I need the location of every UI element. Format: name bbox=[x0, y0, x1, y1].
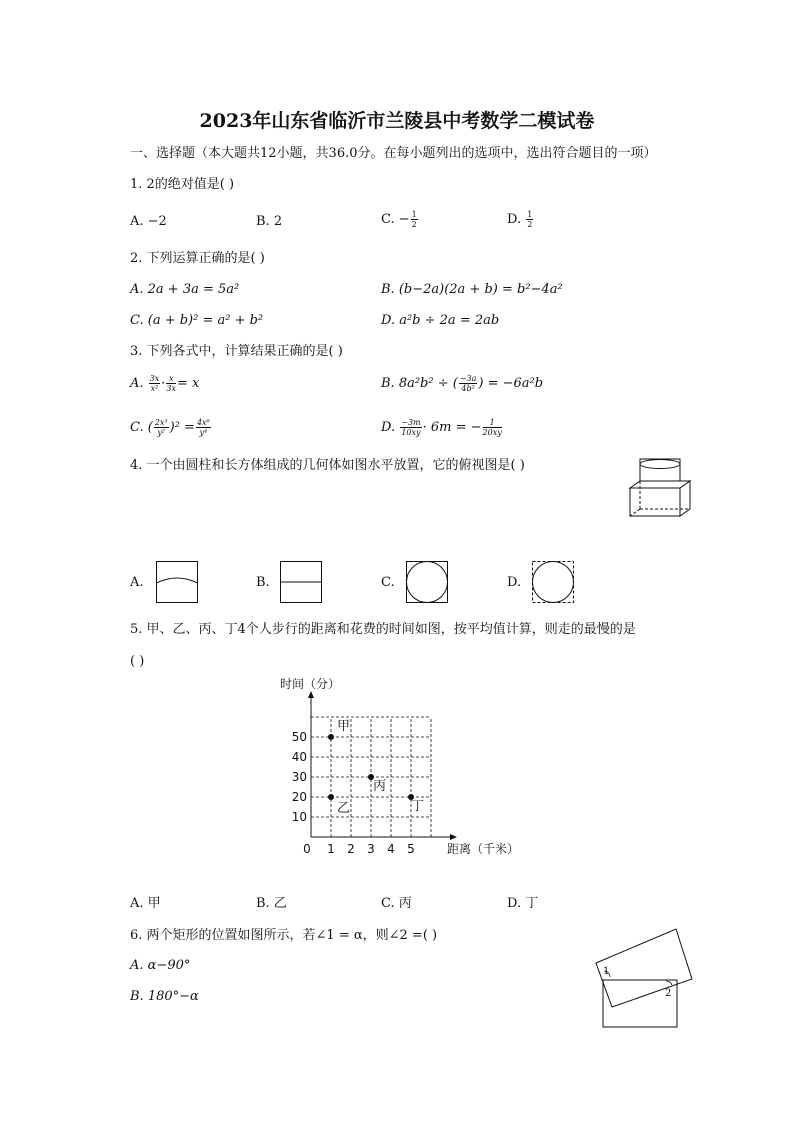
x-tick-label: 2 bbox=[347, 842, 355, 856]
y-tick-label: 30 bbox=[291, 770, 307, 784]
data-point bbox=[328, 794, 334, 800]
q6-option-b[interactable]: B. 180°−α bbox=[130, 989, 199, 1004]
q1-option-c[interactable]: C. − $\frac{1}{2}$ bbox=[381, 210, 417, 229]
q4-option-c-label[interactable]: C. bbox=[381, 575, 395, 590]
q5-stem: 5. 甲、乙、丙、丁4个人步行的距离和花费的时间如图，按平均值计算，则走的最慢的是 bbox=[130, 622, 636, 637]
q6-rectangles-figure bbox=[592, 925, 702, 1030]
q2-option-b[interactable]: B. (b−2a)(2a + b) = b²−4a² bbox=[381, 282, 563, 297]
point-label: 甲 bbox=[337, 719, 351, 734]
q4-option-b-label[interactable]: B. bbox=[256, 575, 270, 590]
angle-2-label: 2 bbox=[665, 988, 672, 999]
q4-option-d-figure[interactable] bbox=[532, 561, 574, 603]
y-tick-label: 10 bbox=[291, 810, 307, 824]
q4-option-b-figure[interactable] bbox=[280, 561, 322, 603]
q1-stem: 1. 2的绝对值是( ) bbox=[130, 177, 235, 192]
point-label: 丁 bbox=[411, 799, 425, 814]
angle-1-label: 1 bbox=[603, 966, 610, 977]
q1-option-d[interactable]: D. $\frac{1}{2}$ bbox=[507, 210, 533, 229]
q5-option-a[interactable]: A. 甲 bbox=[130, 896, 161, 911]
x-axis-label: 距离（千米） bbox=[447, 842, 520, 856]
q4-option-c-figure[interactable] bbox=[406, 561, 448, 603]
q2-option-d[interactable]: D. a²b ÷ 2a = 2ab bbox=[381, 313, 500, 328]
q6-option-a[interactable]: A. α−90° bbox=[130, 958, 191, 973]
x-tick-label: 3 bbox=[367, 842, 375, 856]
x-tick-label: 1 bbox=[327, 842, 335, 856]
q6-stem: 6. 两个矩形的位置如图所示，若∠1 = α，则∠2 =( ) bbox=[130, 928, 438, 943]
q5-scatter-chart bbox=[280, 672, 520, 862]
section-heading: 一、选择题（本大题共12小题，共36.0分。在每小题列出的选项中，选出符合题目的一项） bbox=[130, 146, 657, 161]
y-tick-label: 20 bbox=[291, 790, 307, 804]
q2-option-a[interactable]: A. 2a + 3a = 5a² bbox=[130, 282, 240, 297]
x-tick-label: 4 bbox=[387, 842, 395, 856]
x-tick-label: 0 bbox=[303, 842, 311, 856]
x-axis-arrow bbox=[450, 834, 457, 840]
q3-option-d[interactable]: D. $\frac{-3m}{10xy}$ · 6m = − $\frac{1}{20xy}$ bbox=[381, 418, 502, 437]
q4-solid-figure bbox=[626, 458, 696, 520]
y-axis-label: 时间（分） bbox=[280, 677, 341, 691]
q5-option-c[interactable]: C. 丙 bbox=[381, 896, 412, 911]
q4-option-a-figure[interactable] bbox=[156, 561, 198, 603]
q5-stem-cont: ( ) bbox=[130, 654, 145, 669]
data-point bbox=[328, 734, 334, 740]
point-label: 丙 bbox=[373, 779, 387, 794]
x-tick-label: 5 bbox=[407, 842, 415, 856]
q2-stem: 2. 下列运算正确的是( ) bbox=[130, 251, 265, 266]
q3-stem: 3. 下列各式中，计算结果正确的是( ) bbox=[130, 344, 343, 359]
page-title: 2023年山东省临沂市兰陵县中考数学二模试卷 bbox=[199, 110, 595, 132]
y-tick-label: 40 bbox=[291, 750, 307, 764]
q1-option-b[interactable]: B. 2 bbox=[256, 214, 283, 229]
q5-option-b[interactable]: B. 乙 bbox=[256, 896, 287, 911]
q5-option-d[interactable]: D. 丁 bbox=[507, 896, 539, 911]
q3-option-a[interactable]: A. $\frac{3x}{\text{x²}}$ · $\frac{x}{3x}$ = x bbox=[130, 374, 200, 393]
q4-stem: 4. 一个由圆柱和长方体组成的几何体如图水平放置，它的俯视图是( ) bbox=[130, 458, 525, 473]
q1-option-a[interactable]: A. −2 bbox=[130, 214, 167, 229]
q3-option-b[interactable]: B. 8a²b² ÷ ( $\frac{-3a}{\text{4b²}}$ ) = −6a²b bbox=[381, 374, 544, 393]
point-label: 乙 bbox=[337, 801, 351, 816]
q3-option-c[interactable]: C. ( $\frac{\text{2x³}}{\text{y²}}$ )² = $\frac{\text{4x⁶}}{\text{y⁴}}$ bbox=[130, 418, 210, 437]
q4-option-d-label[interactable]: D. bbox=[507, 575, 522, 590]
y-axis-arrow bbox=[308, 691, 314, 698]
q2-option-c[interactable]: C. (a + b)² = a² + b² bbox=[130, 313, 264, 328]
q4-option-a-label[interactable]: A. bbox=[130, 575, 144, 590]
y-tick-label: 50 bbox=[291, 730, 307, 744]
